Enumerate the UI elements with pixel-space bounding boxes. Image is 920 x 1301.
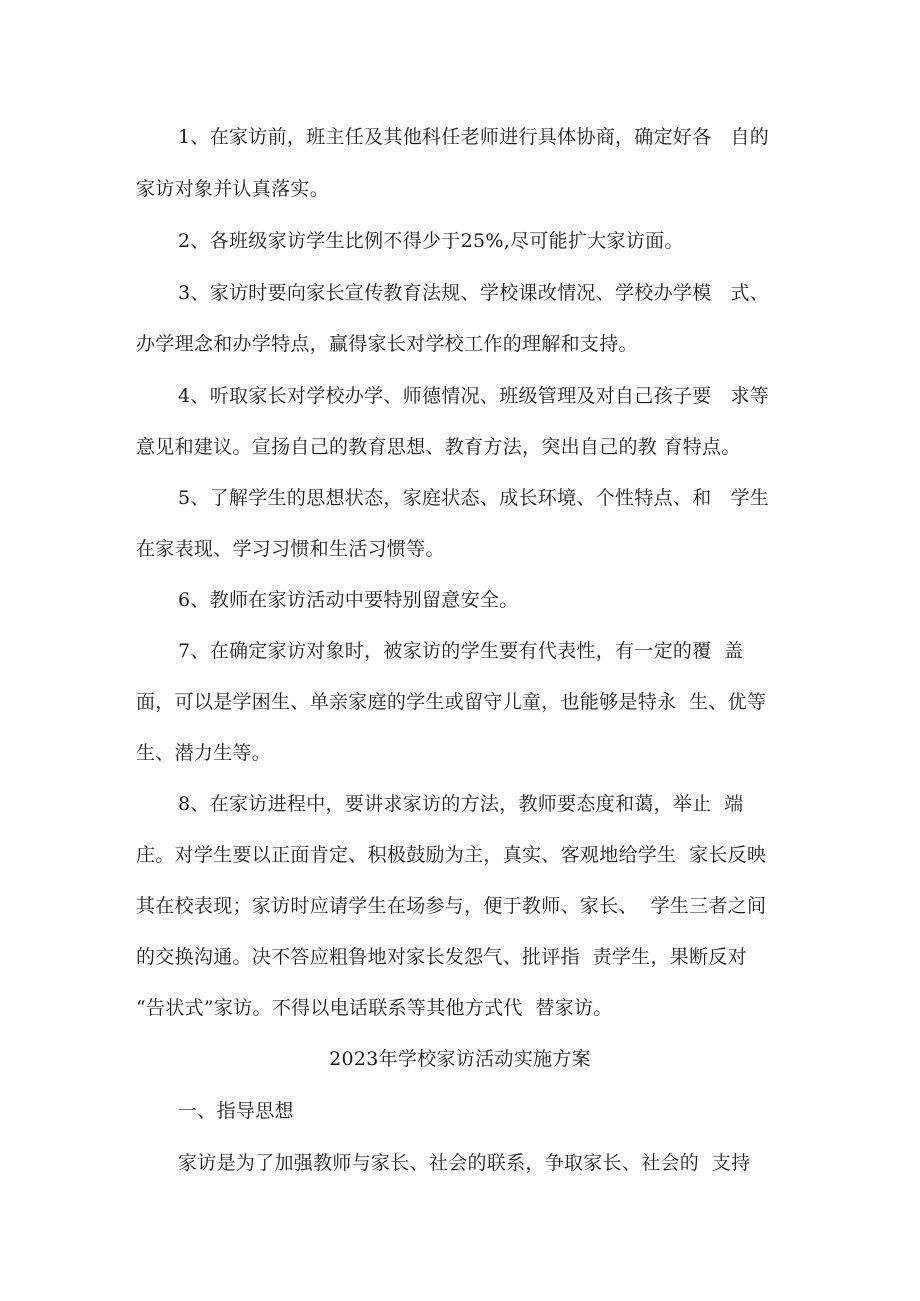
item-8-line-2: 庄。对学生要以正面肯定、积极鼓励为主，真实、客观地给学生 家长反映 bbox=[136, 844, 767, 866]
document-title: 2023年学校家访活动实施方案 bbox=[329, 1048, 591, 1070]
item-6-line-1: 6、教师在家访活动中要特别留意安全。 bbox=[178, 589, 519, 611]
item-1-line-1: 1、在家访前，班主任及其他科任老师进行具体协商，确定好各 自的 bbox=[178, 126, 770, 148]
item-7-line-1: 7、在确定家访对象时，被家访的学生要有代表性，有一定的覆 盖 bbox=[178, 640, 744, 662]
item-4-line-2: 意见和建议。宣扬自己的教育思想、教育方法，突出自己的教 育特点。 bbox=[136, 436, 741, 458]
item-8-line-4: 的交换沟通。决不答应粗鲁地对家长发怨气、批评指 责学生，果断反对 bbox=[136, 946, 747, 968]
item-7-line-3: 生、潜力生等。 bbox=[136, 742, 272, 764]
item-5-line-2: 在家表现、学习习惯和生活习惯等。 bbox=[136, 538, 445, 560]
item-4-line-1: 4、听取家长对学校办学、师德情况、班级管理及对自己孩子要 求等 bbox=[178, 385, 770, 407]
item-3-line-1: 3、家访时要向家长宣传教育法规、学校课改情况、学校办学模 式、 bbox=[178, 282, 770, 304]
item-3-line-2: 办学理念和办学特点，赢得家长对学校工作的理解和支持。 bbox=[136, 333, 638, 355]
item-8-line-3: 其在校表现；家访时应请学生在场参与，便于教师、家长、 学生三者之间 bbox=[136, 895, 767, 917]
item-8-line-1: 8、在家访进程中，要讲求家访的方法，教师要态度和蔼，举止 端 bbox=[178, 793, 744, 815]
item-1-line-2: 家访对象并认真落实。 bbox=[136, 178, 330, 200]
item-2-line-1: 2、各班级家访学生比例不得少于25%,尽可能扩大家访面。 bbox=[178, 230, 684, 252]
item-5-line-1: 5、了解学生的思想状态，家庭状态、成长环境、个性特点、和 学生 bbox=[178, 487, 770, 509]
section-paragraph-line-1: 家访是为了加强教师与家长、社会的联系，争取家长、社会的 支持 bbox=[178, 1152, 751, 1174]
item-7-line-2: 面，可以是学困生、单亲家庭的学生或留守儿童，也能够是特永 生、优等 bbox=[136, 691, 767, 713]
section-heading: 一、指导思想 bbox=[178, 1100, 294, 1122]
item-8-line-5: “告状式”家访。不得以电话联系等其他方式代 替家访。 bbox=[136, 997, 613, 1019]
